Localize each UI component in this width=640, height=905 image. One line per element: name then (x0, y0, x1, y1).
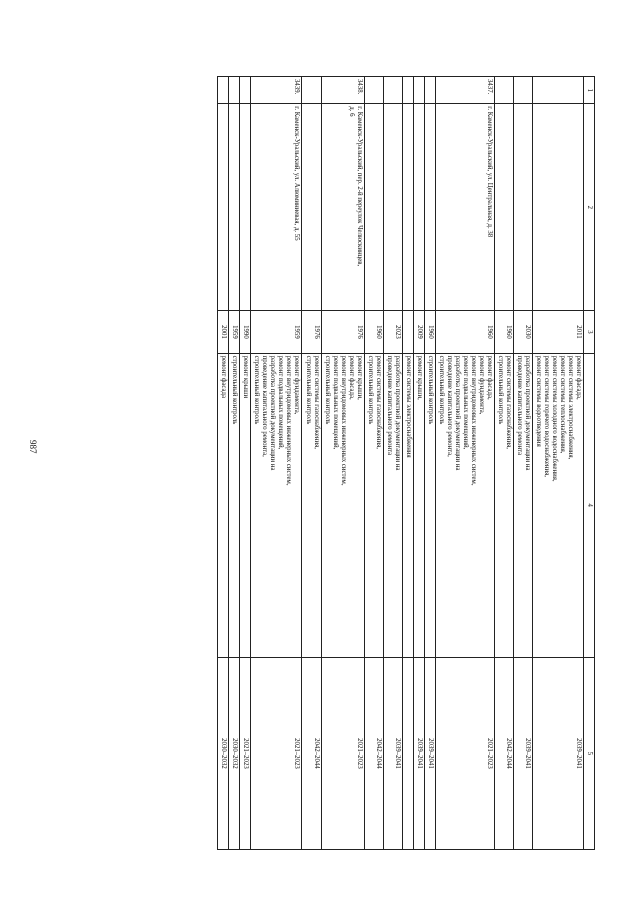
row-period: 2030–2032 (218, 657, 229, 849)
row-address (494, 104, 513, 311)
row-works: ремонт крыши, (413, 353, 424, 657)
row-works: ремонт системы электроснабжения (402, 353, 413, 657)
row-year: 2023 (383, 311, 402, 353)
row-year: 1960 (364, 311, 383, 353)
header-cell-2: 2 (583, 104, 594, 311)
row-period: 2042–2044 (494, 657, 513, 849)
row-works: ремонт фасада (218, 353, 229, 657)
row-year: 1959 (251, 311, 302, 353)
table-row (532, 77, 583, 850)
table-row (251, 77, 302, 850)
row-address (424, 104, 435, 311)
row-year: 1990 (240, 311, 251, 353)
row-works: ремонт системы газоснабжения, строительный контроль (494, 353, 513, 657)
table-row (424, 77, 435, 850)
row-period: 2030–2032 (229, 657, 240, 849)
row-period: 2039–2041 (413, 657, 424, 849)
row-address (413, 104, 424, 311)
row-year (402, 311, 413, 353)
row-number (240, 77, 251, 104)
table-row (513, 77, 532, 850)
row-period: 2039–2041 (513, 657, 532, 849)
row-year: 2011 (532, 311, 583, 353)
row-year: 1976 (321, 311, 364, 353)
row-year: 2001 (218, 311, 229, 353)
row-address (402, 104, 413, 311)
row-period: 2042–2044 (364, 657, 383, 849)
row-period: 2039–2041 (532, 657, 583, 849)
row-number (229, 77, 240, 104)
row-address (513, 104, 532, 311)
table-row (229, 77, 240, 850)
row-address (364, 104, 383, 311)
row-period: 2021–2023 (321, 657, 364, 849)
row-address (240, 104, 251, 311)
table-row (435, 77, 494, 850)
row-period: 2021–2023 (240, 657, 251, 849)
row-period: 2042–2044 (302, 657, 321, 849)
repair-schedule-table (217, 76, 595, 850)
row-number: 3438. (321, 77, 364, 104)
row-address (218, 104, 229, 311)
row-number (302, 77, 321, 104)
row-works: ремонт фундамента, ремонт внутридомовых инженерных систем, ремонт подвальных помещений, разработка проектной документации на проведение капитального ремонта, строительный контроль (251, 353, 302, 657)
table-row (413, 77, 424, 850)
row-number (364, 77, 383, 104)
row-address (302, 104, 321, 311)
row-year: 1960 (435, 311, 494, 353)
page-number: 987 (28, 440, 38, 454)
row-number (532, 77, 583, 104)
row-number: 3437. (435, 77, 494, 104)
table-body (218, 77, 595, 850)
row-number (513, 77, 532, 104)
row-works: ремонт фасада, ремонт фундамента, ремонт внутридомовых инженерных систем, ремонт подвальных помещений, разработка проектной документации на проведение капитального ремонта, строительный контроль (435, 353, 494, 657)
row-number (218, 77, 229, 104)
table-row (302, 77, 321, 850)
table-row (218, 77, 229, 850)
row-works: ремонт крыши (240, 353, 251, 657)
row-year: 2009 (413, 311, 424, 353)
row-address: г. Каменск-Уральский, пер. 2-й переулок Челюскинцев, д. 6 (321, 104, 364, 311)
row-number (383, 77, 402, 104)
row-year: 1959 (229, 311, 240, 353)
row-works: ремонт фасада, ремонт системы электроснабжения, ремонт системы теплоснабжения, ремонт системы холодного водоснабжения, ремонт системы горячего водоснабжения, ремонт системы водоотведения (532, 353, 583, 657)
row-address (229, 104, 240, 311)
row-year: 1960 (424, 311, 435, 353)
row-year: 2030 (513, 311, 532, 353)
table-row (240, 77, 251, 850)
header-cell-1: 1 (583, 77, 594, 104)
row-number: 3439. (251, 77, 302, 104)
row-year: 1960 (494, 311, 513, 353)
row-works: разработка проектной документации на проведение капитального ремонта (383, 353, 402, 657)
table-row (364, 77, 383, 850)
table-row (402, 77, 413, 850)
row-works: ремонт крыши, ремонт фасада, ремонт внутридомовых инженерных систем, ремонт подвальных помещений, строительный контроль (321, 353, 364, 657)
table-row (383, 77, 402, 850)
row-year: 1976 (302, 311, 321, 353)
table-row (494, 77, 513, 850)
row-number (424, 77, 435, 104)
row-period: 2039–2041 (424, 657, 435, 849)
row-address: г. Каменск-Уральский, ул. Центральная, д. 38 (435, 104, 494, 311)
row-address: г. Каменск-Уральский, ул. Алюминиевая, д. 55 (251, 104, 302, 311)
row-period: 2021–2023 (251, 657, 302, 849)
header-cell-3: 3 (583, 311, 594, 353)
row-works: разработка проектной документации на проведение капитального ремонта (513, 353, 532, 657)
page-number-wrap (24, 440, 44, 460)
row-works: строительный контроль (424, 353, 435, 657)
row-works: ремонт системы газоснабжения, строительный контроль (364, 353, 383, 657)
rotated-page (75, 76, 595, 850)
row-works: строительный контроль (229, 353, 240, 657)
header-cell-5: 5 (583, 657, 594, 849)
table-row (321, 77, 364, 850)
row-number (413, 77, 424, 104)
row-number (402, 77, 413, 104)
row-works: ремонт системы газоснабжения, строительный контроль (302, 353, 321, 657)
header-row (583, 77, 594, 850)
header-cell-4: 4 (583, 353, 594, 657)
row-address (383, 104, 402, 311)
row-period: 2039–2041 (383, 657, 402, 849)
row-address (532, 104, 583, 311)
row-number (494, 77, 513, 104)
row-period (402, 657, 413, 849)
row-period: 2021–2023 (435, 657, 494, 849)
